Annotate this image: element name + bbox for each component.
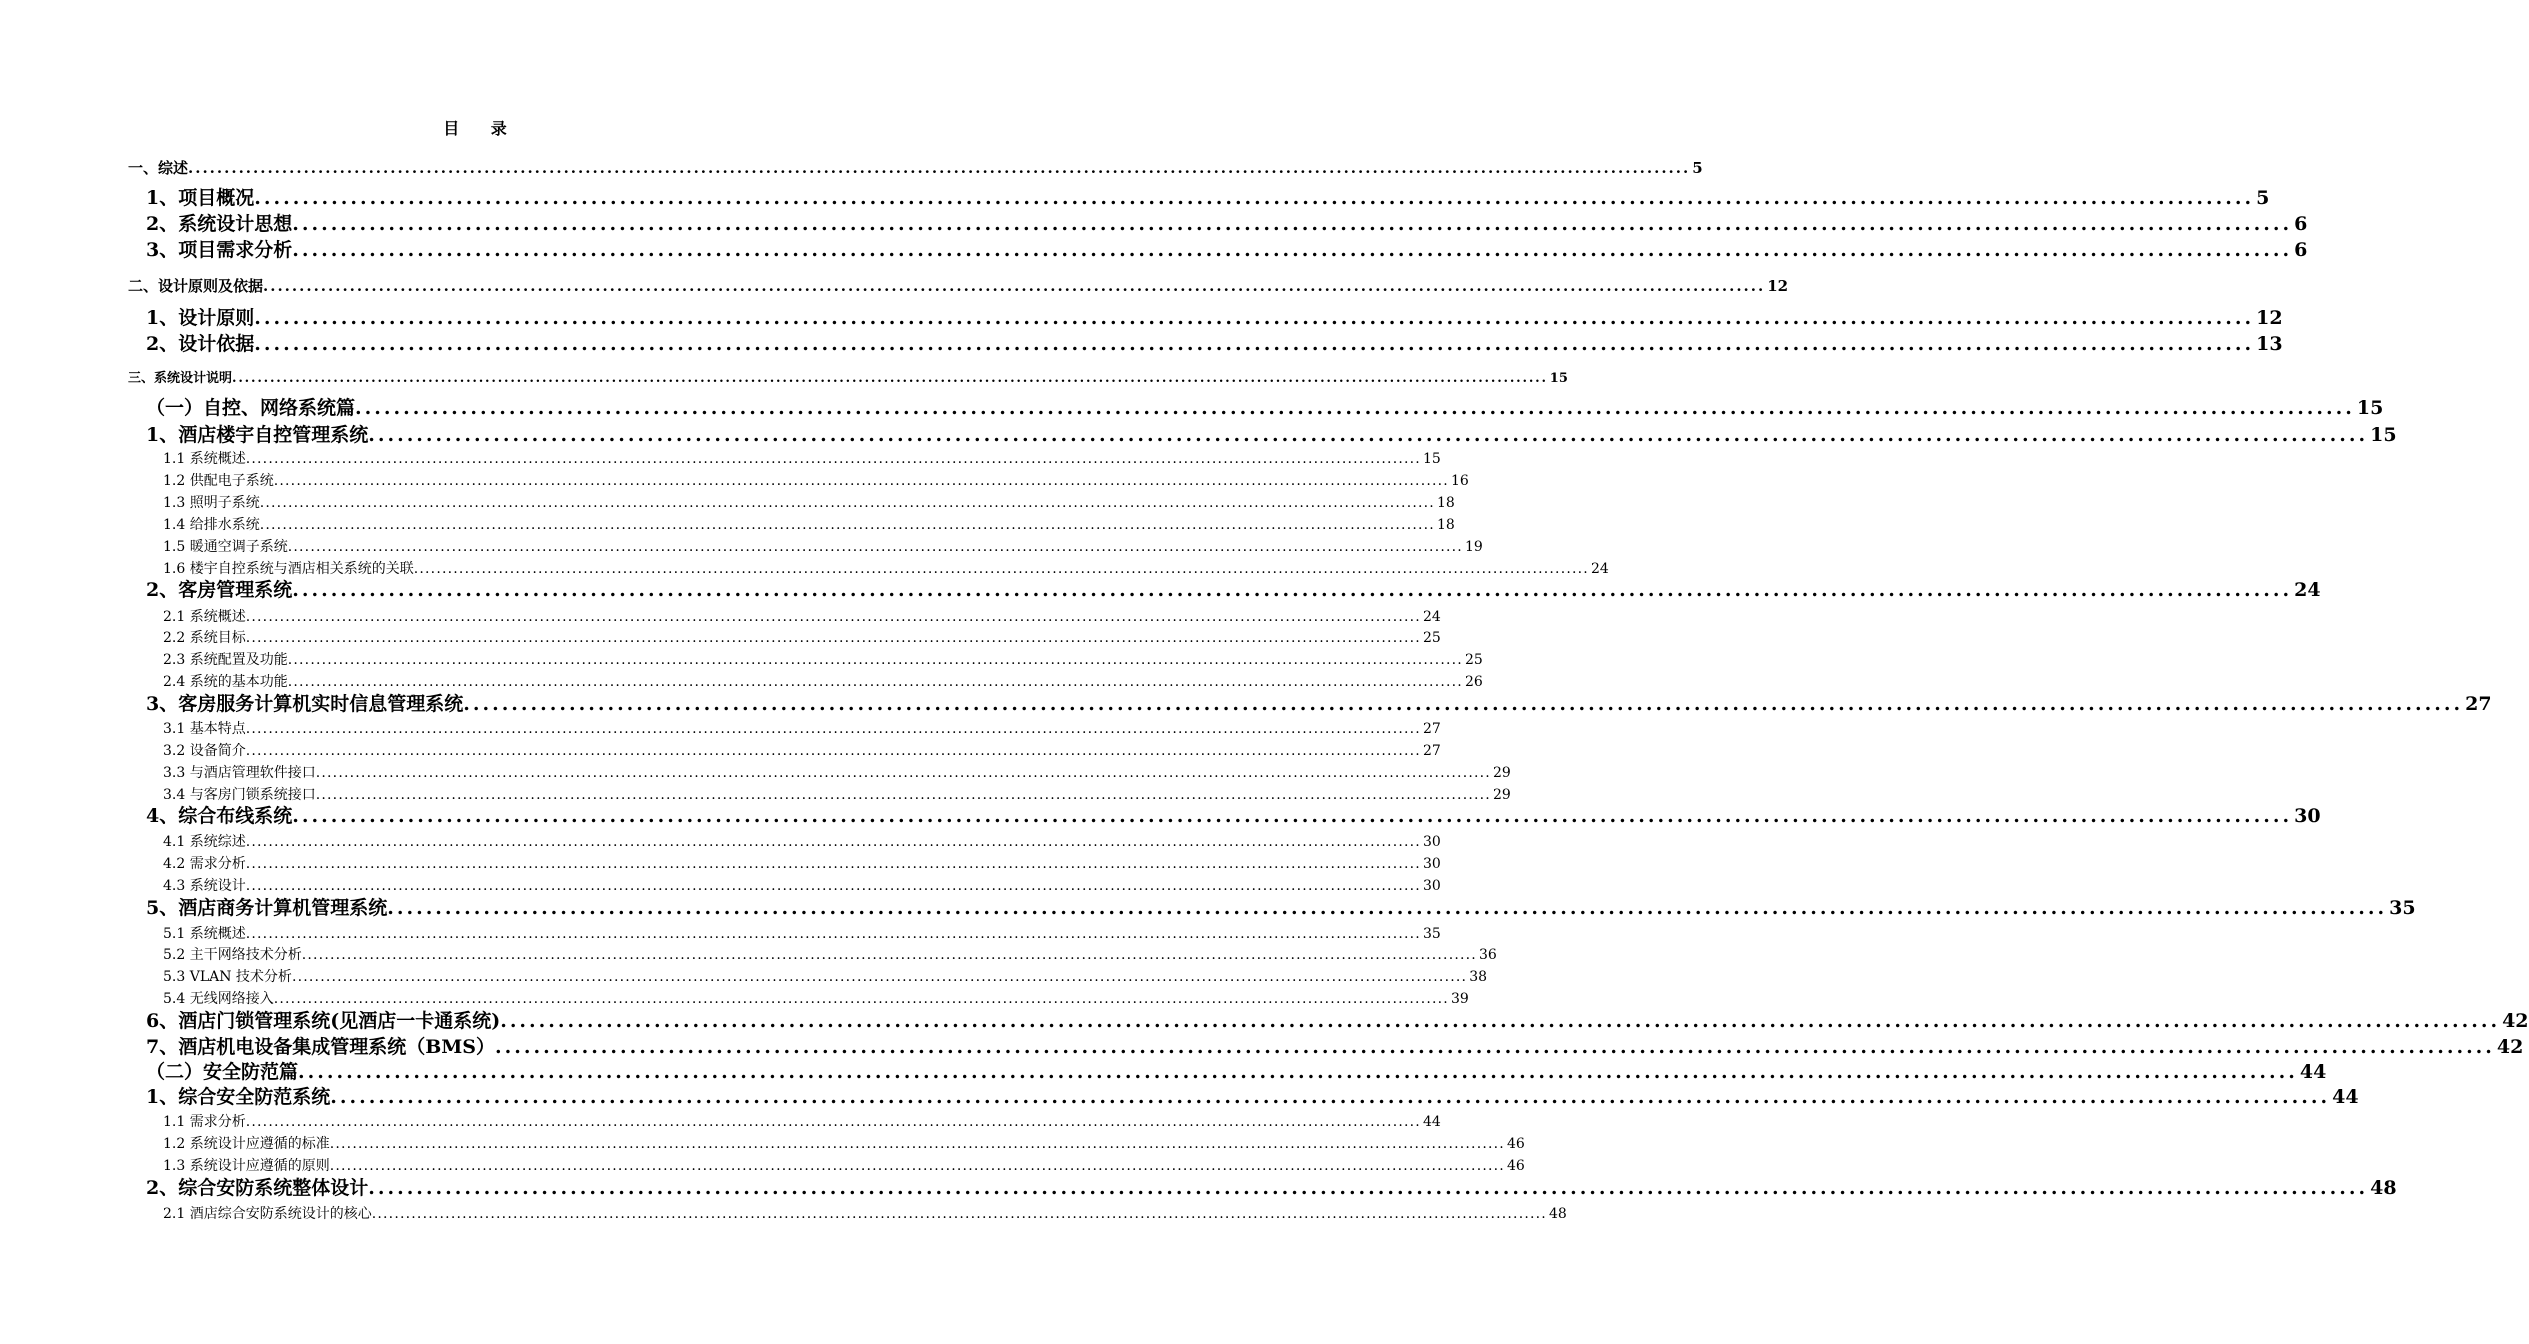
- toc-entry-label: 二、设计原则及依据: [128, 277, 264, 295]
- toc-entry-label: 1、设计原则: [146, 307, 255, 329]
- toc-entry[interactable]: [163, 561, 1609, 577]
- toc-entry-label: （一）自控、网络系统篇: [146, 397, 356, 419]
- toc-entry-label: 一、综述: [128, 159, 189, 177]
- toc-entry-label: 1.6 楼宇自控系统与酒店相关系统的关联: [163, 561, 414, 577]
- toc-dot-leader: ................................................................................................................................................................................................................: [292, 213, 2293, 235]
- toc-dot-leader: ................................................................................................................................................................................................................: [371, 1206, 1547, 1222]
- toc-entry-page-number: 29: [1492, 787, 1511, 803]
- toc-dot-leader: ................................................................................................................................................................................................................: [259, 495, 1435, 511]
- toc-entry-label: 1.3 系统设计应遵循的原则: [163, 1158, 330, 1174]
- toc-entry-label: （二）安全防范篇: [146, 1061, 299, 1083]
- toc-entry-page-number: 24: [2294, 579, 2321, 601]
- toc-dot-leader: ................................................................................................................................................................................................................: [245, 878, 1421, 894]
- toc-entry-label: 4、综合布线系统: [146, 805, 293, 827]
- toc-dot-leader: ................................................................................................................................................................................................................: [355, 397, 2355, 419]
- toc-entry-page-number: 30: [1422, 878, 1441, 894]
- page-title: 目 录: [443, 119, 507, 138]
- toc-entry-label: 3.4 与客房门锁系统接口: [163, 787, 316, 803]
- toc-entry[interactable]: [163, 609, 1441, 625]
- toc-entry-label: 2.1 系统概述: [163, 609, 246, 625]
- toc-dot-leader: ................................................................................................................................................................................................................: [315, 787, 1491, 803]
- toc-entry[interactable]: [163, 1114, 1441, 1130]
- toc-entry-label: 1、综合安全防范系统: [146, 1086, 331, 1108]
- toc-entry[interactable]: [163, 765, 1511, 781]
- toc-entry-label: 1.2 供配电子系统: [163, 473, 274, 489]
- toc-entry-label: 1.1 需求分析: [163, 1114, 246, 1130]
- toc-dot-leader: ................................................................................................................................................................................................................: [387, 897, 2388, 919]
- toc-entry-label: 3、客房服务计算机实时信息管理系统: [146, 693, 464, 715]
- toc-dot-leader: ................................................................................................................................................................................................................: [298, 1061, 2298, 1083]
- toc-entry-page-number: 13: [2256, 333, 2283, 355]
- toc-entry-label: 3、项目需求分析: [146, 239, 293, 261]
- toc-entry-label: 4.3 系统设计: [163, 878, 246, 894]
- toc-entry[interactable]: [146, 187, 2270, 209]
- toc-dot-leader: ................................................................................................................................................................................................................: [254, 307, 2255, 329]
- toc-entry-page-number: 38: [1469, 969, 1488, 985]
- toc-dot-leader: ................................................................................................................................................................................................................: [245, 834, 1421, 850]
- toc-entry-page-number: 15: [1422, 451, 1441, 467]
- toc-entry-label: 1.1 系统概述: [163, 451, 246, 467]
- toc-dot-leader: ................................................................................................................................................................................................................: [245, 451, 1421, 467]
- toc-entry-label: 2.4 系统的基本功能: [163, 674, 288, 690]
- toc-entry[interactable]: [163, 652, 1483, 668]
- toc-entry-label: 2.2 系统目标: [163, 630, 246, 646]
- toc-dot-leader: ................................................................................................................................................................................................................: [330, 1086, 2331, 1108]
- toc-entry-page-number: 18: [1436, 517, 1455, 533]
- toc-dot-leader: ................................................................................................................................................................................................................: [287, 539, 1463, 555]
- toc-entry-page-number: 44: [2299, 1061, 2327, 1083]
- toc-entry-page-number: 15: [2356, 397, 2384, 419]
- toc-dot-leader: ................................................................................................................................................................................................................: [292, 239, 2293, 261]
- toc-entry-page-number: 42: [2496, 1036, 2524, 1058]
- toc-entry[interactable]: [128, 371, 1568, 386]
- toc-entry-page-number: 18: [1436, 495, 1455, 511]
- toc-entry[interactable]: [146, 213, 2308, 235]
- toc-dot-leader: ................................................................................................................................................................................................................: [287, 652, 1463, 668]
- toc-dot-leader: ................................................................................................................................................................................................................: [292, 579, 2293, 601]
- toc-entry-label: 2.3 系统配置及功能: [163, 652, 288, 668]
- toc-entry-page-number: 27: [1422, 721, 1441, 737]
- toc-entry-label: 3.2 设备简介: [163, 743, 246, 759]
- toc-entry-page-number: 24: [1590, 561, 1609, 577]
- toc-dot-leader: ................................................................................................................................................................................................................: [329, 1136, 1505, 1152]
- toc-entry-label: 2、客房管理系统: [146, 579, 293, 601]
- toc-entry-page-number: 26: [1464, 674, 1483, 690]
- toc-dot-leader: ................................................................................................................................................................................................................: [287, 674, 1463, 690]
- toc-entry[interactable]: [146, 805, 2321, 827]
- toc-entry-page-number: 30: [2294, 805, 2321, 827]
- toc-dot-leader: ................................................................................................................................................................................................................: [254, 187, 2255, 209]
- toc-entry[interactable]: [163, 517, 1455, 533]
- toc-entry-page-number: 5: [1692, 159, 1703, 177]
- toc-entry-label: 三、系统设计说明: [128, 371, 233, 386]
- toc-entry[interactable]: [163, 1158, 1525, 1174]
- toc-entry-page-number: 44: [1422, 1114, 1441, 1130]
- toc-entry-page-number: 27: [1422, 743, 1441, 759]
- toc-entry[interactable]: [163, 991, 1469, 1007]
- toc-entry[interactable]: [128, 159, 1703, 177]
- toc-dot-leader: ................................................................................................................................................................................................................: [368, 424, 2369, 446]
- toc-dot-leader: ................................................................................................................................................................................................................: [245, 856, 1421, 872]
- toc-entry[interactable]: [146, 897, 2416, 919]
- toc-entry-label: 5.1 系统概述: [163, 926, 246, 942]
- toc-entry-page-number: 27: [2465, 693, 2492, 715]
- toc-entry[interactable]: [163, 1136, 1525, 1152]
- toc-entry[interactable]: [146, 397, 2384, 419]
- toc-entry[interactable]: [146, 1086, 2359, 1108]
- toc-entry-page-number: 35: [2389, 897, 2416, 919]
- toc-entry[interactable]: [163, 856, 1441, 872]
- toc-entry[interactable]: [163, 947, 1497, 963]
- toc-entry-page-number: 6: [2294, 213, 2308, 235]
- toc-entry-label: 6、酒店门锁管理系统(见酒店一卡通系统): [146, 1010, 501, 1032]
- toc-entry-label: 4.2 需求分析: [163, 856, 246, 872]
- toc-entry[interactable]: [163, 451, 1441, 467]
- toc-dot-leader: ................................................................................................................................................................................................................: [368, 1177, 2369, 1199]
- toc-entry-label: 2、系统设计思想: [146, 213, 293, 235]
- toc-entry-label: 2.1 酒店综合安防系统设计的核心: [163, 1206, 372, 1222]
- toc-entry-label: 1.5 暖通空调子系统: [163, 539, 288, 555]
- toc-entry-label: 1、酒店楼宇自控管理系统: [146, 424, 369, 446]
- toc-entry-page-number: 46: [1506, 1158, 1525, 1174]
- toc-entry-page-number: 12: [1767, 277, 1789, 295]
- toc-dot-leader: ................................................................................................................................................................................................................: [245, 926, 1421, 942]
- toc-entry-page-number: 15: [2370, 424, 2397, 446]
- toc-entry-label: 5、酒店商务计算机管理系统: [146, 897, 388, 919]
- toc-entry[interactable]: [146, 1177, 2397, 1199]
- toc-entry-label: 4.1 系统综述: [163, 834, 246, 850]
- toc-entry-page-number: 6: [2294, 239, 2308, 261]
- toc-entry-label: 1.4 给排水系统: [163, 517, 260, 533]
- toc-dot-leader: ................................................................................................................................................................................................................: [254, 333, 2255, 355]
- toc-entry[interactable]: [163, 630, 1441, 646]
- toc-entry-page-number: 42: [2502, 1010, 2529, 1032]
- toc-dot-leader: ................................................................................................................................................................................................................: [291, 969, 1468, 985]
- toc-entry-label: 1.2 系统设计应遵循的标准: [163, 1136, 330, 1152]
- toc-dot-leader: ................................................................................................................................................................................................................: [245, 630, 1421, 646]
- toc-entry[interactable]: [163, 539, 1483, 555]
- toc-dot-leader: ................................................................................................................................................................................................................: [500, 1010, 2501, 1032]
- toc-entry[interactable]: [146, 1061, 2327, 1083]
- toc-entry[interactable]: [146, 579, 2321, 601]
- toc-entry[interactable]: [146, 307, 2283, 329]
- toc-entry-page-number: 25: [1422, 630, 1441, 646]
- toc-entry-label: 5.2 主干网络技术分析: [163, 947, 302, 963]
- toc-entry-page-number: 46: [1506, 1136, 1525, 1152]
- toc-dot-leader: ................................................................................................................................................................................................................: [245, 1114, 1421, 1130]
- toc-entry-page-number: 29: [1492, 765, 1511, 781]
- toc-entry-page-number: 30: [1422, 834, 1441, 850]
- toc-dot-leader: ................................................................................................................................................................................................................: [495, 1036, 2495, 1058]
- toc-entry-label: 5.3 VLAN 技术分析: [163, 969, 292, 985]
- toc-entry-page-number: 16: [1450, 473, 1469, 489]
- toc-dot-leader: ................................................................................................................................................................................................................: [315, 765, 1491, 781]
- toc-entry-page-number: 25: [1464, 652, 1483, 668]
- toc-entry[interactable]: [146, 424, 2397, 446]
- toc-entry-label: 1.3 照明子系统: [163, 495, 260, 511]
- toc-entry-page-number: 24: [1422, 609, 1441, 625]
- toc-entry-label: 7、酒店机电设备集成管理系统（BMS）: [146, 1036, 496, 1058]
- toc-dot-leader: ................................................................................................................................................................................................................: [301, 947, 1477, 963]
- toc-dot-leader: ................................................................................................................................................................................................................: [329, 1158, 1505, 1174]
- toc-dot-leader: ................................................................................................................................................................................................................: [259, 517, 1435, 533]
- toc-entry[interactable]: [146, 1036, 2524, 1058]
- toc-entry-page-number: 30: [1422, 856, 1441, 872]
- toc-entry-label: 3.1 基本特点: [163, 721, 246, 737]
- toc-entry-page-number: 19: [1464, 539, 1483, 555]
- toc-entry[interactable]: [146, 1010, 2529, 1032]
- toc-entry[interactable]: [163, 787, 1511, 803]
- toc-entry-page-number: 35: [1422, 926, 1441, 942]
- toc-entry[interactable]: [163, 743, 1441, 759]
- toc-dot-leader: ................................................................................................................................................................................................................: [188, 159, 1691, 177]
- toc-entry-page-number: 12: [2256, 307, 2283, 329]
- toc-entry-page-number: 36: [1478, 947, 1497, 963]
- toc-dot-leader: ................................................................................................................................................................................................................: [245, 609, 1421, 625]
- toc-entry[interactable]: [163, 834, 1441, 850]
- toc-entry[interactable]: [163, 969, 1488, 985]
- toc-entry-label: 1、项目概况: [146, 187, 255, 209]
- toc-entry-page-number: 48: [2370, 1177, 2397, 1199]
- toc-dot-leader: ................................................................................................................................................................................................................: [463, 693, 2464, 715]
- toc-entry[interactable]: [163, 473, 1469, 489]
- toc-entry-label: 3.3 与酒店管理软件接口: [163, 765, 316, 781]
- toc-entry[interactable]: [146, 333, 2283, 355]
- toc-entry[interactable]: [163, 495, 1455, 511]
- toc-entry[interactable]: [163, 1206, 1567, 1222]
- toc-dot-leader: ................................................................................................................................................................................................................: [413, 561, 1589, 577]
- toc-entry[interactable]: [163, 721, 1441, 737]
- toc-entry[interactable]: [163, 674, 1483, 690]
- toc-entry-page-number: 5: [2256, 187, 2270, 209]
- toc-dot-leader: ................................................................................................................................................................................................................: [232, 371, 1548, 386]
- toc-dot-leader: ................................................................................................................................................................................................................: [245, 743, 1421, 759]
- toc-dot-leader: ................................................................................................................................................................................................................: [263, 277, 1766, 295]
- toc-entry-label: 5.4 无线网络接入: [163, 991, 274, 1007]
- toc-entry-page-number: 44: [2332, 1086, 2359, 1108]
- toc-entry-page-number: 15: [1549, 371, 1568, 386]
- toc-entry[interactable]: [128, 277, 1789, 295]
- toc-entry-page-number: 48: [1548, 1206, 1567, 1222]
- toc-entry[interactable]: [163, 878, 1441, 894]
- toc-dot-leader: ................................................................................................................................................................................................................: [273, 473, 1449, 489]
- toc-dot-leader: ................................................................................................................................................................................................................: [245, 721, 1421, 737]
- toc-dot-leader: ................................................................................................................................................................................................................: [273, 991, 1449, 1007]
- toc-dot-leader: ................................................................................................................................................................................................................: [292, 805, 2293, 827]
- toc-entry-page-number: 39: [1450, 991, 1469, 1007]
- toc-entry[interactable]: [146, 693, 2492, 715]
- toc-entry-label: 2、设计依据: [146, 333, 255, 355]
- toc-entry-label: 2、综合安防系统整体设计: [146, 1177, 369, 1199]
- toc-entry[interactable]: [146, 239, 2308, 261]
- toc-entry[interactable]: [163, 926, 1441, 942]
